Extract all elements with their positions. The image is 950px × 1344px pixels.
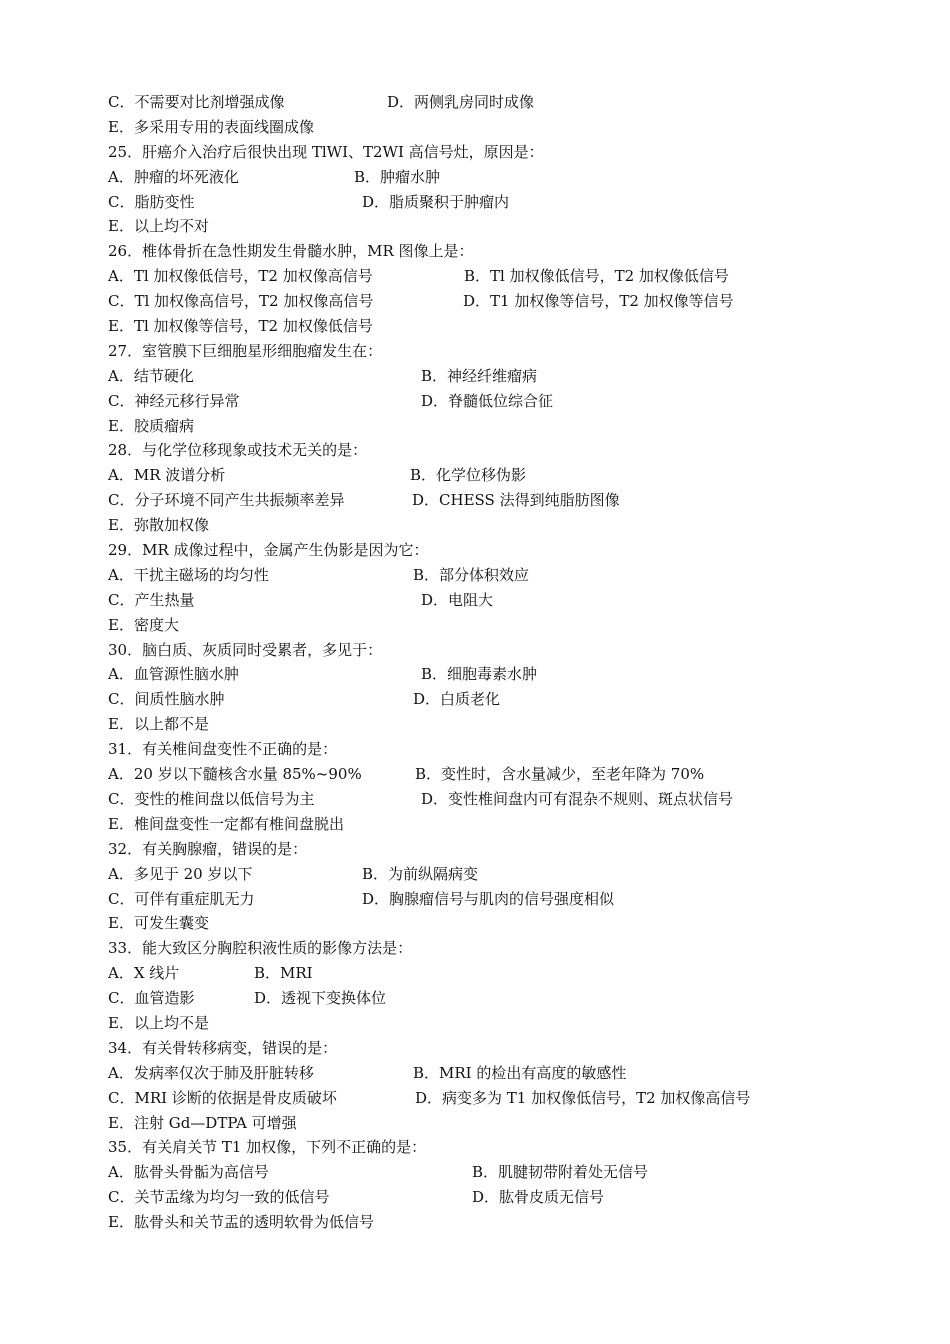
option-row — [108, 389, 908, 414]
question-stem — [108, 1135, 908, 1160]
option-c: C．MRI 诊断的依据是骨皮质破坏 — [108, 1088, 337, 1107]
option-c: C．可伴有重症肌无力 — [108, 889, 255, 908]
option-c: C．神经元移行异常 — [108, 391, 240, 410]
option-b: B．变性时，含水量减少，至老年降为 70% — [415, 765, 705, 784]
option-e: E．胶质瘤病 — [108, 416, 194, 435]
option-row — [108, 90, 908, 115]
option-row — [108, 563, 908, 588]
option-a: A．血管源性脑水肿 — [108, 665, 239, 684]
option-b: B．部分体积效应 — [413, 565, 530, 584]
option-row — [108, 1185, 908, 1210]
option-row — [108, 463, 908, 488]
option-c: C．产生热量 — [108, 590, 195, 609]
option-c: C．分子环境不同产生共振频率差异 — [108, 491, 345, 510]
question-33-stem: 33．能大致区分胸腔积液性质的影像方法是： — [108, 939, 413, 958]
option-d: D．变性椎间盘内可有混杂不规则、斑点状信号 — [421, 789, 734, 808]
option-row — [108, 488, 908, 513]
option-b: B．为前纵隔病变 — [362, 864, 479, 883]
option-b: B．MRI — [254, 964, 313, 983]
question-stem — [108, 737, 908, 762]
option-a: A．Tl 加权像低信号，T2 加权像高信号 — [108, 267, 373, 286]
question-32-stem: 32．有关胸腺瘤，错误的是： — [108, 839, 308, 858]
option-d: D．T1 加权像等信号，T2 加权像等信号 — [463, 292, 734, 311]
option-row — [108, 414, 908, 439]
option-e: E．以上均不是 — [108, 1013, 209, 1032]
question-31-stem: 31．有关椎间盘变性不正确的是： — [108, 740, 338, 759]
question-34-stem: 34．有关骨转移病变，错误的是： — [108, 1038, 338, 1057]
option-b: B．MRI 的检出有高度的敏感性 — [413, 1063, 627, 1082]
option-row — [108, 1111, 908, 1136]
option-row — [108, 887, 908, 912]
option-e: E．肱骨头和关节盂的透明软骨为低信号 — [108, 1213, 374, 1232]
option-c: C．变性的椎间盘以低信号为主 — [108, 789, 315, 808]
option-c: C．间质性脑水肿 — [108, 690, 225, 709]
option-c: C．关节盂缘为均匀一致的低信号 — [108, 1188, 330, 1207]
question-stem — [108, 936, 908, 961]
question-stem — [108, 140, 908, 165]
option-e: E．弥散加权像 — [108, 516, 209, 535]
option-row — [108, 364, 908, 389]
option-row — [108, 812, 908, 837]
option-row — [108, 961, 908, 986]
option-row — [108, 165, 908, 190]
option-b: B．Tl 加权像低信号，T2 加权像低信号 — [464, 267, 729, 286]
option-row — [108, 911, 908, 936]
option-row — [108, 986, 908, 1011]
question-35-stem: 35．有关肩关节 T1 加权像，下列不正确的是： — [108, 1138, 427, 1157]
option-c: C．脂肪变性 — [108, 192, 195, 211]
option-e: E．Tl 加权像等信号，T2 加权像低信号 — [108, 317, 373, 336]
question-29-stem: 29．MR 成像过程中，金属产生伪影是因为它： — [108, 541, 429, 560]
option-c: C．不需要对比剂增强成像 — [108, 93, 285, 111]
option-d: D．白质老化 — [413, 690, 501, 709]
option-row — [108, 862, 908, 887]
question-30-stem: 30．脑白质、灰质同时受累者，多见于： — [108, 640, 383, 659]
option-d: D．脂质聚积于肿瘤内 — [362, 192, 510, 211]
option-e: E．椎间盘变性一定都有椎间盘脱出 — [108, 814, 344, 833]
option-d: D．电阻大 — [421, 590, 494, 609]
option-row — [108, 314, 908, 339]
question-stem — [108, 638, 908, 663]
option-c: C．血管造影 — [108, 989, 195, 1008]
option-row — [108, 1011, 908, 1036]
option-c: C．Tl 加权像高信号，T2 加权像高信号 — [108, 292, 374, 311]
option-row — [108, 289, 908, 314]
option-row — [108, 613, 908, 638]
option-row — [108, 762, 908, 787]
option-a: A．20 岁以下髓核含水量 85%~90% — [108, 765, 362, 784]
option-d: D．两侧乳房同时成像 — [387, 93, 535, 111]
option-row — [108, 190, 908, 215]
question-stem — [108, 239, 908, 264]
option-b: B．肌腱韧带附着处无信号 — [472, 1163, 649, 1182]
option-e: E．多采用专用的表面线圈成像 — [108, 117, 314, 136]
option-d: D．透视下变换体位 — [254, 989, 387, 1008]
option-a: A．结节硬化 — [108, 366, 194, 385]
option-d: D．CHESS 法得到纯脂肪图像 — [412, 491, 620, 510]
option-a: A．肿瘤的坏死液化 — [108, 167, 239, 186]
option-row — [108, 115, 908, 140]
option-row — [108, 214, 908, 239]
option-row — [108, 712, 908, 737]
option-a: A．多见于 20 岁以下 — [108, 864, 253, 883]
option-a: A．肱骨头骨骺为高信号 — [108, 1163, 269, 1182]
option-a: A．X 线片 — [108, 964, 180, 983]
option-e: E．以上都不是 — [108, 715, 209, 734]
exam-page — [108, 90, 908, 1235]
option-a: A．干扰主磁场的均匀性 — [108, 565, 269, 584]
option-row — [108, 1160, 908, 1185]
option-row — [108, 513, 908, 538]
option-e: E．以上均不对 — [108, 217, 209, 236]
question-stem — [108, 438, 908, 463]
option-b: B．肿瘤水肿 — [354, 167, 441, 186]
question-27-stem: 27．室管膜下巨细胞星形细胞瘤发生在： — [108, 341, 383, 360]
option-a: A．发病率仅次于肺及肝脏转移 — [108, 1063, 314, 1082]
option-row — [108, 1061, 908, 1086]
question-25-stem: 25．肝癌介入治疗后很快出现 TlWI、T2WI 高信号灶，原因是： — [108, 142, 544, 161]
question-26-stem: 26．椎体骨折在急性期发生骨髓水肿，MR 图像上是： — [108, 242, 474, 261]
option-row — [108, 264, 908, 289]
option-row — [108, 787, 908, 812]
option-row — [108, 662, 908, 687]
option-b: B．细胞毒素水肿 — [421, 665, 538, 684]
option-d: D．病变多为 T1 加权像低信号，T2 加权像高信号 — [415, 1088, 751, 1107]
question-stem — [108, 837, 908, 862]
question-stem — [108, 538, 908, 563]
option-a: A．MR 波谱分析 — [108, 466, 226, 485]
option-d: D．胸腺瘤信号与肌肉的信号强度相似 — [362, 889, 615, 908]
option-e: E．可发生囊变 — [108, 914, 209, 933]
option-b: B．神经纤维瘤病 — [421, 366, 538, 385]
option-row — [108, 687, 908, 712]
option-row — [108, 1210, 908, 1235]
question-stem — [108, 1036, 908, 1061]
option-row — [108, 1086, 908, 1111]
option-d: D．脊髓低位综合征 — [421, 391, 554, 410]
option-e: E．密度大 — [108, 615, 179, 634]
option-d: D．肱骨皮质无信号 — [472, 1188, 605, 1207]
option-row — [108, 588, 908, 613]
question-28-stem: 28．与化学位移现象或技术无关的是： — [108, 441, 368, 460]
option-e: E．注射 Gd—DTPA 可增强 — [108, 1113, 297, 1132]
option-b: B．化学位移伪影 — [410, 466, 527, 485]
question-stem — [108, 339, 908, 364]
